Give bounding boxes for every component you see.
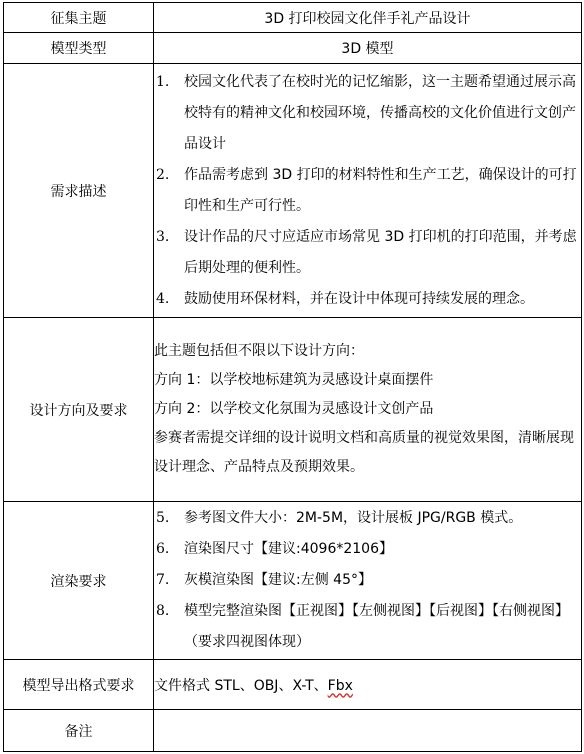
requirement-item [154,67,581,160]
row-theme [4,3,582,33]
render-list [154,503,581,658]
spec-table [3,2,582,752]
row-remarks [4,710,582,752]
direction-2: 方向 2：以学校文化氛围为灵感设计文创产品 [154,401,434,417]
row-direction [4,318,582,502]
item-number: 5. [156,510,170,526]
item-text: 渲染图尺寸【建议:4096*2106】 [184,541,393,557]
theme-label: 征集主题 [4,3,154,33]
export-format-fbx: Fbx [327,677,353,694]
item-number: 3. [156,228,170,245]
row-model-type [4,33,582,64]
row-requirements [4,64,582,318]
render-label: 渲染要求 [4,502,154,660]
item-number: 1. [156,73,170,90]
requirement-item [154,222,581,284]
export-content [154,660,582,710]
item-text: 作品需考虑到 3D 打印的材料特性和生产工艺，确保设计的可打印性和生产可行性。 [184,166,577,214]
direction-intro: 此主题包括但不限以下设计方向： [154,343,364,359]
render-item [154,503,581,534]
item-number: 8. [156,603,170,619]
item-text: 模型完整渲染图【正视图】【左侧视图】【后视图】【右侧视图】（要求四视图体现） [184,603,569,650]
render-item [154,596,581,658]
model-type-value: 3D 模型 [154,33,582,64]
direction-note: 参赛者需提交详细的设计说明文档和高质量的视觉效果图，清晰展现设计理念、产品特点及预期效果。 [154,430,574,475]
row-export [4,660,582,710]
item-number: 7. [156,572,170,588]
item-number: 2. [156,166,170,183]
item-text: 设计作品的尺寸应适应市场常见 3D 打印机的打印范围，并考虑后期处理的便利性。 [184,228,577,276]
item-text: 参考图文件大小：2M-5M，设计展板 JPG/RGB 模式。 [184,510,523,526]
direction-label: 设计方向及要求 [4,318,154,502]
model-type-label: 模型类型 [4,33,154,64]
requirement-item [154,160,581,222]
render-item [154,534,581,565]
direction-content [154,318,582,502]
export-label: 模型导出格式要求 [4,660,154,710]
export-formats: 文件格式 STL、OBJ、X-T、 [154,677,328,694]
remarks-label: 备注 [4,710,154,752]
requirements-label: 需求描述 [4,64,154,318]
item-text: 灰模渲染图【建议:左侧 45°】 [184,572,372,588]
row-render [4,502,582,660]
item-number: 4. [156,290,170,307]
render-content [154,502,582,660]
item-text: 校园文化代表了在校时光的记忆缩影，这一主题希望通过展示高校特有的精神文化和校园环境，传播高校的文化价值进行文创产品设计 [184,73,576,152]
direction-1: 方向 1：以学校地标建筑为灵感设计桌面摆件 [154,372,434,388]
remarks-value [154,710,582,752]
item-text: 鼓励使用环保材料，并在设计中体现可持续发展的理念。 [184,290,534,307]
item-number: 6. [156,541,170,557]
requirements-content [154,64,582,318]
requirements-list [154,67,581,315]
render-item [154,565,581,596]
theme-value: 3D 打印校园文化伴手礼产品设计 [154,3,582,33]
requirement-item [154,284,581,315]
